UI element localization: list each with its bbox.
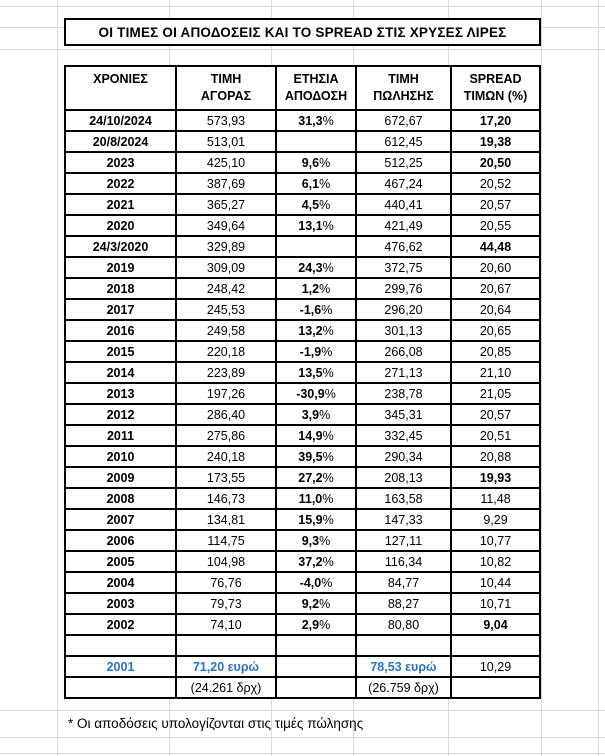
table-row [65, 299, 540, 320]
cell-annual-return[interactable]: 3,9% [276, 404, 356, 425]
cell-year[interactable]: 2018 [65, 278, 176, 299]
cell-sell-price[interactable]: 88,27 [356, 593, 451, 614]
table-row [65, 215, 540, 236]
cell-buy-price[interactable]: 245,53 [176, 299, 276, 320]
col-header-years[interactable] [65, 66, 176, 110]
cell-annual-return[interactable]: 14,9% [276, 425, 356, 446]
table-row [65, 425, 540, 446]
cell-sell-price[interactable]: 271,13 [356, 362, 451, 383]
cell-year[interactable]: 2006 [65, 530, 176, 551]
cell-spread[interactable]: 20,88 [451, 446, 540, 467]
cell-spread[interactable]: 9,04 [451, 614, 540, 635]
cell-sell-price[interactable]: 372,75 [356, 257, 451, 278]
cell-sell-price[interactable]: 440,41 [356, 194, 451, 215]
cell-spread[interactable]: 9,29 [451, 509, 540, 530]
cell-year[interactable] [65, 677, 176, 698]
cell-sell-price[interactable]: 299,76 [356, 278, 451, 299]
gold-sovereign-price-table [64, 65, 541, 699]
cell-sell-price[interactable]: 127,11 [356, 530, 451, 551]
cell-year[interactable]: 2005 [65, 551, 176, 572]
cell-year[interactable]: 2015 [65, 341, 176, 362]
cell-annual-return[interactable] [276, 236, 356, 257]
table-row [65, 614, 540, 635]
cell-buy-price[interactable]: 329,89 [176, 236, 276, 257]
cell-buy-price[interactable]: 134,81 [176, 509, 276, 530]
cell-annual-return[interactable]: 13,2% [276, 320, 356, 341]
col-header-line: ΕΤΗΣΙΑ [293, 72, 339, 87]
cell-annual-return[interactable]: 9,3% [276, 530, 356, 551]
col-header-line [66, 88, 175, 105]
col-header-spread[interactable] [451, 66, 540, 110]
cell-spread[interactable]: 20,51 [451, 425, 540, 446]
cell-annual-return[interactable]: 31,3% [276, 110, 356, 131]
cell-spread[interactable]: 44,48 [451, 236, 540, 257]
cell-year[interactable]: 2007 [65, 509, 176, 530]
cell-spread[interactable]: 20,55 [451, 215, 540, 236]
cell-sell-price[interactable]: 238,78 [356, 383, 451, 404]
cell-year[interactable]: 2022 [65, 173, 176, 194]
table-row [65, 194, 540, 215]
worksheet-gridline-horizontal [0, 6, 605, 7]
cell-year[interactable]: 2012 [65, 404, 176, 425]
cell-spread[interactable]: 10,77 [451, 530, 540, 551]
cell-buy-price[interactable]: 240,18 [176, 446, 276, 467]
cell-spread[interactable]: 20,67 [451, 278, 540, 299]
table-row [65, 152, 540, 173]
cell-buy-price[interactable]: 220,18 [176, 341, 276, 362]
cell-year[interactable]: 2020 [65, 215, 176, 236]
cell-spread[interactable]: 10,82 [451, 551, 540, 572]
col-header-annual-return[interactable] [276, 66, 356, 110]
col-header-buy-price[interactable] [176, 66, 276, 110]
cell-annual-return[interactable]: -1,6% [276, 299, 356, 320]
table-row [65, 320, 540, 341]
table-title: ΟΙ ΤΙΜΕΣ ΟΙ ΑΠΟΔΟΣΕΙΣ ΚΑΙ ΤΟ SPREAD ΣΤΙΣ ΧΡΥΣΕΣ ΛΙΡΕΣ [98, 24, 507, 40]
cell-year[interactable]: 2009 [65, 467, 176, 488]
cell-buy-price[interactable]: 309,09 [176, 257, 276, 278]
cell-year[interactable]: 2008 [65, 488, 176, 509]
table-row [65, 341, 540, 362]
cell-year[interactable]: 2021 [65, 194, 176, 215]
row-2001-drachma [65, 677, 540, 698]
cell-spread[interactable] [451, 677, 540, 698]
cell-year[interactable] [65, 635, 176, 656]
cell-buy-price[interactable]: 173,55 [176, 467, 276, 488]
cell-spread[interactable]: 10,29 [451, 656, 540, 677]
cell-annual-return[interactable]: 13,1% [276, 215, 356, 236]
cell-buy-price[interactable]: 513,01 [176, 131, 276, 152]
table-row [65, 446, 540, 467]
cell-year[interactable]: 2019 [65, 257, 176, 278]
cell-year[interactable]: 24/3/2020 [65, 236, 176, 257]
worksheet-gridline-horizontal [0, 49, 605, 50]
cell-sell-price[interactable]: 476,62 [356, 236, 451, 257]
cell-sell-price[interactable]: (26.759 δρχ) [356, 677, 451, 698]
col-header-line: ΑΠΟΔΟΣΗ [284, 89, 348, 103]
col-header-line: SPREAD [469, 72, 522, 87]
col-header-line: ΠΩΛΗΣΗΣ [373, 89, 434, 103]
cell-buy-price[interactable]: 387,69 [176, 173, 276, 194]
cell-annual-return[interactable] [276, 656, 356, 677]
cell-buy-price[interactable]: 114,75 [176, 530, 276, 551]
table-row [65, 383, 540, 404]
cell-spread[interactable]: 11,48 [451, 488, 540, 509]
cell-spread[interactable]: 20,57 [451, 194, 540, 215]
cell-sell-price[interactable] [356, 635, 451, 656]
cell-year[interactable]: 2017 [65, 299, 176, 320]
cell-spread[interactable]: 20,85 [451, 341, 540, 362]
cell-year[interactable]: 24/10/2024 [65, 110, 176, 131]
cell-sell-price[interactable]: 78,53 ευρώ [356, 656, 451, 677]
cell-year[interactable]: 2023 [65, 152, 176, 173]
cell-buy-price[interactable] [176, 635, 276, 656]
col-header-line: ΤΙΜΗ [210, 72, 242, 87]
table-row [65, 362, 540, 383]
cell-buy-price[interactable]: 249,58 [176, 320, 276, 341]
col-header-line: ΧΡΟΝΙΕΣ [93, 72, 148, 87]
cell-year[interactable]: 2010 [65, 446, 176, 467]
cell-annual-return[interactable]: 37,2% [276, 551, 356, 572]
cell-buy-price[interactable]: (24.261 δρχ) [176, 677, 276, 698]
cell-year[interactable]: 2004 [65, 572, 176, 593]
footnote: * Οι αποδόσεις υπολογίζονται στις τιμές πώλησης [68, 716, 364, 731]
cell-buy-price[interactable]: 197,26 [176, 383, 276, 404]
cell-annual-return[interactable]: 2,9% [276, 614, 356, 635]
table-title-box [64, 18, 541, 46]
cell-sell-price[interactable]: 208,13 [356, 467, 451, 488]
cell-spread[interactable]: 20,64 [451, 299, 540, 320]
worksheet-gridline-horizontal [0, 753, 605, 754]
cell-spread[interactable]: 19,93 [451, 467, 540, 488]
cell-spread[interactable]: 20,60 [451, 257, 540, 278]
cell-annual-return[interactable] [276, 635, 356, 656]
cell-sell-price[interactable]: 290,34 [356, 446, 451, 467]
cell-sell-price[interactable]: 147,33 [356, 509, 451, 530]
table-row [65, 278, 540, 299]
table-row [65, 131, 540, 152]
cell-year[interactable]: 2003 [65, 593, 176, 614]
table-row [65, 530, 540, 551]
cell-sell-price[interactable]: 80,80 [356, 614, 451, 635]
worksheet-gridline-vertical [598, 0, 599, 756]
col-header-sell-price[interactable] [356, 66, 451, 110]
cell-annual-return[interactable]: 6,1% [276, 173, 356, 194]
table-row [65, 110, 540, 131]
cell-sell-price[interactable]: 421,49 [356, 215, 451, 236]
col-header-line: ΑΓΟΡΑΣ [200, 89, 252, 103]
cell-spread[interactable]: 21,05 [451, 383, 540, 404]
table-row [65, 173, 540, 194]
worksheet-gridline-vertical [57, 0, 58, 756]
cell-year[interactable]: 20/8/2024 [65, 131, 176, 152]
col-header-line: ΤΙΜΩΝ (%) [463, 89, 528, 103]
cell-annual-return[interactable]: -30,9% [276, 383, 356, 404]
cell-buy-price[interactable]: 79,73 [176, 593, 276, 614]
cell-buy-price[interactable]: 275,86 [176, 425, 276, 446]
cell-year[interactable]: 2016 [65, 320, 176, 341]
cell-sell-price[interactable]: 467,24 [356, 173, 451, 194]
cell-spread[interactable]: 19,38 [451, 131, 540, 152]
cell-buy-price[interactable]: 74,10 [176, 614, 276, 635]
table-row [65, 551, 540, 572]
cell-spread[interactable]: 20,52 [451, 173, 540, 194]
cell-spread[interactable]: 20,57 [451, 404, 540, 425]
empty-row [65, 635, 540, 656]
cell-buy-price[interactable]: 146,73 [176, 488, 276, 509]
table-row [65, 593, 540, 614]
cell-spread[interactable]: 20,50 [451, 152, 540, 173]
cell-buy-price[interactable]: 71,20 ευρώ [176, 656, 276, 677]
cell-sell-price[interactable]: 345,31 [356, 404, 451, 425]
cell-buy-price[interactable]: 425,10 [176, 152, 276, 173]
cell-buy-price[interactable]: 573,93 [176, 110, 276, 131]
table-row [65, 467, 540, 488]
cell-annual-return[interactable]: 15,9% [276, 509, 356, 530]
cell-annual-return[interactable]: -4,0% [276, 572, 356, 593]
row-2001-euro [65, 656, 540, 677]
cell-annual-return[interactable]: 9,6% [276, 152, 356, 173]
worksheet-gridline-horizontal [0, 737, 605, 738]
cell-spread[interactable]: 17,20 [451, 110, 540, 131]
cell-annual-return[interactable]: 39,5% [276, 446, 356, 467]
cell-year[interactable]: 2011 [65, 425, 176, 446]
cell-year[interactable]: 2013 [65, 383, 176, 404]
header-row [65, 66, 540, 110]
cell-annual-return[interactable]: 9,2% [276, 593, 356, 614]
cell-sell-price[interactable]: 512,25 [356, 152, 451, 173]
cell-sell-price[interactable]: 672,67 [356, 110, 451, 131]
cell-annual-return[interactable]: 1,2% [276, 278, 356, 299]
table-row [65, 257, 540, 278]
cell-buy-price[interactable]: 365,27 [176, 194, 276, 215]
cell-buy-price[interactable]: 248,42 [176, 278, 276, 299]
cell-sell-price[interactable]: 296,20 [356, 299, 451, 320]
cell-annual-return[interactable]: -1,9% [276, 341, 356, 362]
cell-annual-return[interactable] [276, 677, 356, 698]
table-row [65, 488, 540, 509]
cell-buy-price[interactable]: 286,40 [176, 404, 276, 425]
cell-annual-return[interactable]: 24,3% [276, 257, 356, 278]
cell-buy-price[interactable]: 223,89 [176, 362, 276, 383]
cell-annual-return[interactable]: 27,2% [276, 467, 356, 488]
cell-year[interactable]: 2014 [65, 362, 176, 383]
cell-spread[interactable]: 10,44 [451, 572, 540, 593]
cell-spread[interactable]: 10,71 [451, 593, 540, 614]
cell-annual-return[interactable]: 13,5% [276, 362, 356, 383]
cell-buy-price[interactable]: 76,76 [176, 572, 276, 593]
cell-sell-price[interactable]: 266,08 [356, 341, 451, 362]
table-row [65, 236, 540, 257]
cell-buy-price[interactable]: 349,64 [176, 215, 276, 236]
cell-spread[interactable] [451, 635, 540, 656]
cell-year[interactable]: 2001 [65, 656, 176, 677]
cell-annual-return[interactable]: 4,5% [276, 194, 356, 215]
cell-sell-price[interactable]: 332,45 [356, 425, 451, 446]
col-header-line: ΤΙΜΗ [388, 72, 419, 87]
cell-spread[interactable]: 20,65 [451, 320, 540, 341]
cell-sell-price[interactable]: 116,34 [356, 551, 451, 572]
table-row [65, 572, 540, 593]
cell-sell-price[interactable]: 301,13 [356, 320, 451, 341]
cell-annual-return[interactable] [276, 131, 356, 152]
cell-sell-price[interactable]: 612,45 [356, 131, 451, 152]
cell-year[interactable]: 2002 [65, 614, 176, 635]
table-row [65, 509, 540, 530]
cell-annual-return[interactable]: 11,0% [276, 488, 356, 509]
cell-sell-price[interactable]: 163,58 [356, 488, 451, 509]
worksheet-gridline-vertical [541, 0, 542, 756]
cell-spread[interactable]: 21,10 [451, 362, 540, 383]
cell-sell-price[interactable]: 84,77 [356, 572, 451, 593]
cell-buy-price[interactable]: 104,98 [176, 551, 276, 572]
table-row [65, 404, 540, 425]
